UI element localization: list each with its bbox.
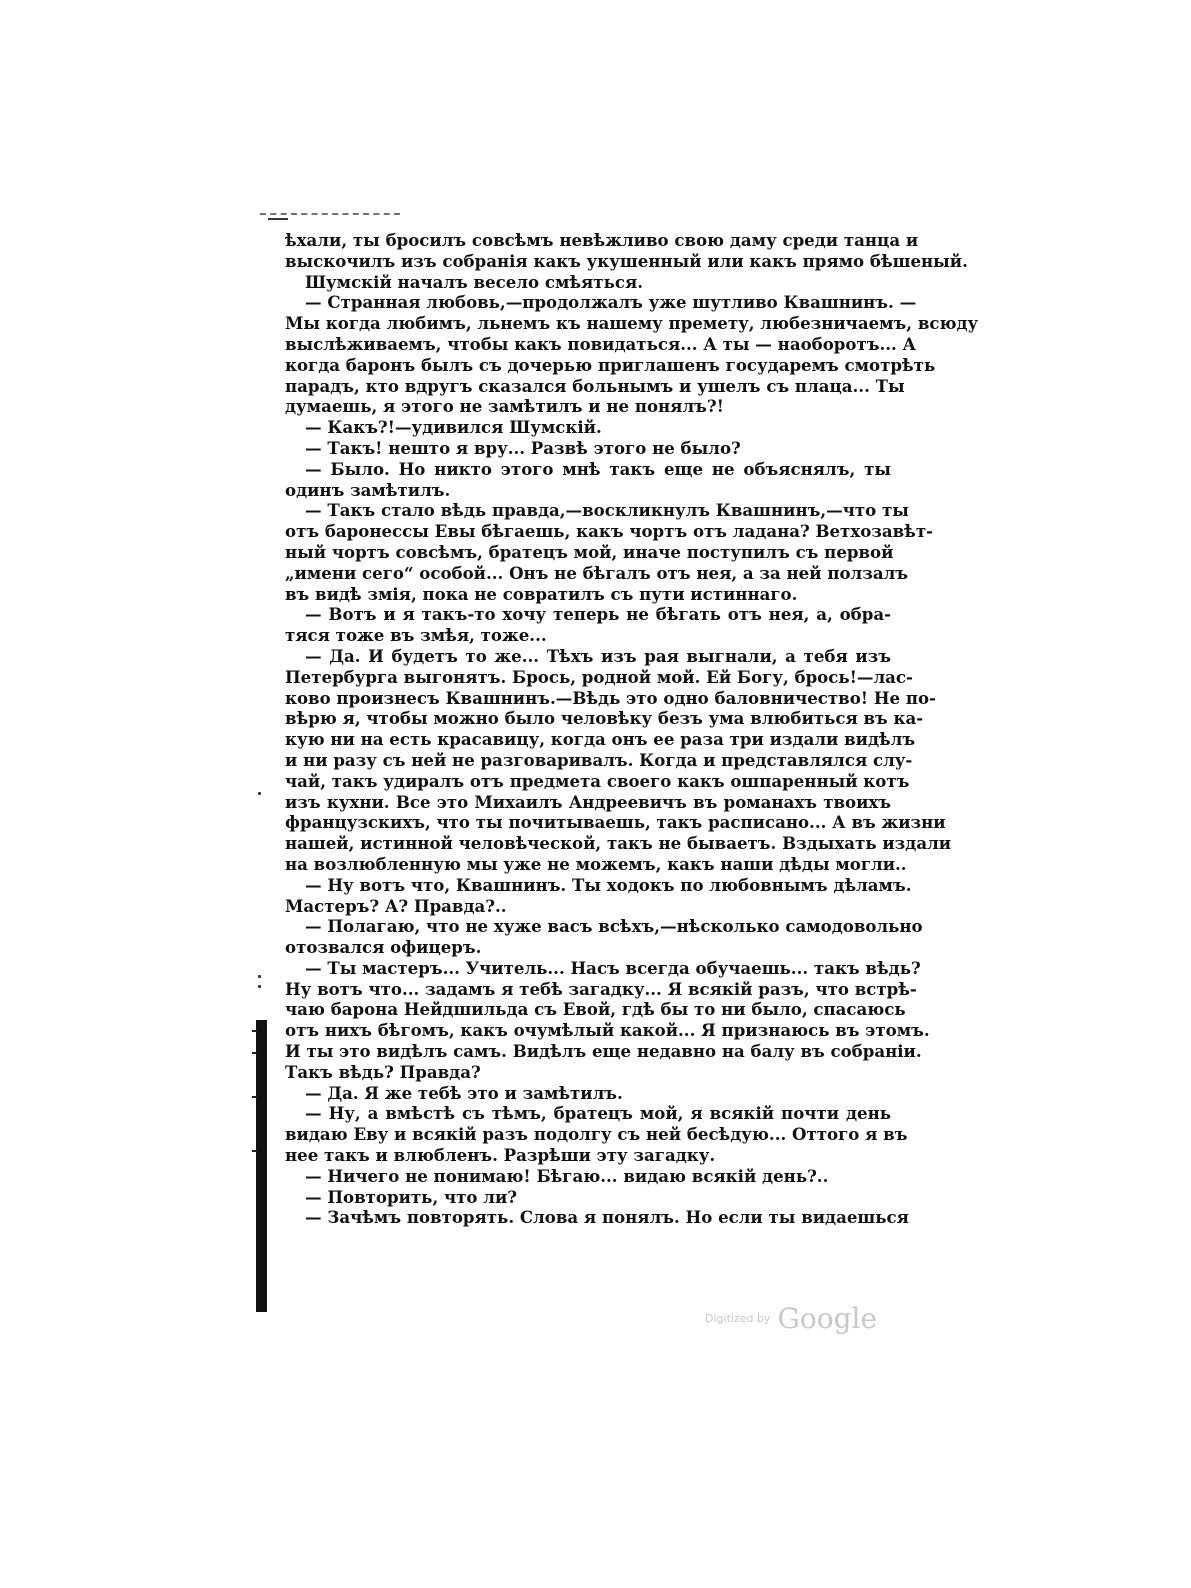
text-line: ково произнесъ Квашнинъ.—Вѣдь это одно баловничество! Не по- — [285, 687, 936, 708]
text-line: — Такъ стало вѣдь правда,—воскликнулъ Квашнинъ,—что ты — [305, 500, 909, 521]
text-line: выскочилъ изъ собранія какъ укушенный или какъ прямо бѣшеный. — [285, 250, 968, 271]
text-line: чаю барона Нейдшильда съ Евой, гдѣ бы то ни было, спасаюсь — [285, 999, 906, 1020]
text-line: — Странная любовь,—продолжалъ уже шутливо Квашнинъ. — — [305, 292, 917, 313]
header-rule — [260, 213, 400, 215]
text-line: Мы когда любимъ, льнемъ къ нашему премету, любезничаемъ, всюду — [285, 313, 979, 334]
text-line: Ну вотъ что... задамъ я тебѣ загадку... Я всякій разъ, что встрѣ- — [285, 978, 917, 999]
text-line: отъ нихъ бѣгомъ, какъ очумѣлый какой... Я признаюсь въ этомъ. — [285, 1020, 930, 1041]
body-text — [285, 230, 979, 1228]
text-line: Такъ вѣдь? Правда? — [285, 1061, 481, 1082]
text-line: — Да. Я же тебѣ это и замѣтилъ. — [305, 1082, 623, 1103]
text-line: — Ну вотъ что, Квашнинъ. Ты ходокъ по любовнымъ дѣламъ. — [305, 874, 912, 895]
text-line: „имени сего“ особой... Онъ не бѣгалъ отъ нея, а за ней ползалъ — [285, 562, 909, 583]
text-line: нашей, истинной человѣческой, такъ не бываетъ. Вздыхать издали — [285, 833, 952, 854]
text-line: на возлюбленную мы уже не можемъ, какъ наши дѣды могли.. — [285, 853, 907, 874]
text-line: и ни разу съ ней не разговаривалъ. Когда и представлялся слу- — [285, 749, 913, 770]
header-mark — [268, 218, 288, 220]
text-line: кую ни на есть красавицу, когда онъ ее раза три издали видѣлъ — [285, 729, 916, 750]
binding-notch — [252, 1030, 257, 1032]
text-line: французскихъ, что ты почитываешь, такъ расписано... А въ жизни — [285, 812, 946, 833]
margin-speck — [258, 792, 261, 795]
binding-edge — [256, 1020, 267, 1312]
text-line: отозвался офицеръ. — [285, 937, 482, 958]
text-line: въ видѣ змія, пока не совратилъ съ пути истиннаго. — [285, 583, 798, 604]
text-line: — Ничего не понимаю! Бѣгаю... видаю всякій день?.. — [305, 1165, 829, 1186]
text-line: парадъ, кто вдругъ сказался больнымъ и ушелъ съ плаца... Ты — [285, 375, 905, 396]
text-line: отъ баронессы Евы бѣгаешь, какъ чортъ отъ ладана? Ветхозавѣт- — [285, 521, 933, 542]
margin-speck — [258, 975, 261, 978]
text-line: выслѣживаемъ, чтобы какъ повидаться... А ты — наоборотъ... А — [285, 333, 917, 354]
watermark-prefix: Digitized by — [705, 1312, 771, 1325]
text-line: — Ты мастеръ... Учитель... Насъ всегда обучаешь... такъ вѣдь? — [305, 957, 921, 978]
text-line: — Ну, а вмѣстѣ съ тѣмъ, братецъ мой, я всякій почти день — [305, 1103, 891, 1124]
text-line: вѣрю я, чтобы можно было человѣку безъ ума влюбиться въ ка- — [285, 708, 924, 729]
text-line: Шумскій началъ весело смѣяться. — [305, 271, 643, 292]
text-line: когда баронъ былъ съ дочерью приглашенъ государемъ смотрѣть — [285, 354, 936, 375]
binding-notch — [252, 1096, 257, 1098]
text-line: И ты это видѣлъ самъ. Видѣлъ еще недавно на балу въ собраніи. — [285, 1041, 922, 1062]
text-line: тяся тоже въ змѣя, тоже... — [285, 625, 547, 646]
text-line: Петербурга выгонятъ. Брось, родной мой. Ей Богу, брось!—лас- — [285, 666, 913, 687]
margin-speck — [258, 985, 261, 988]
digitized-watermark — [705, 1302, 877, 1335]
text-line: — Повторить, что ли? — [305, 1186, 517, 1207]
text-line: — Да. И будетъ то же... Тѣхъ изъ рая выгнали, а тебя изъ — [305, 645, 891, 666]
text-line: — Вотъ и я такъ-то хочу теперь не бѣгать отъ нея, а, обра- — [305, 604, 891, 625]
text-line: нее такъ и влюбленъ. Разрѣши эту загадку. — [285, 1145, 716, 1166]
binding-notch — [252, 1052, 257, 1054]
text-line: думаешь, я этого не замѣтилъ и не понялъ?! — [285, 396, 724, 417]
text-line: изъ кухни. Все это Михаилъ Андреевичъ въ романахъ твоихъ — [285, 791, 891, 812]
text-line: — Какъ?!—удивился Шумскій. — [305, 417, 602, 438]
text-line: — Было. Но никто этого мнѣ такъ еще не объяснялъ, ты — [305, 458, 891, 479]
text-line: одинъ замѣтилъ. — [285, 479, 451, 500]
text-line: — Зачѣмъ повторять. Слова я понялъ. Но если ты видаешься — [305, 1207, 909, 1228]
text-line: — Такъ! нешто я вру... Развѣ этого не было? — [305, 437, 741, 458]
text-line: ный чортъ совсѣмъ, братецъ мой, иначе поступилъ съ первой — [285, 541, 894, 562]
binding-notch — [252, 1150, 257, 1152]
watermark-brand: Google — [777, 1302, 878, 1335]
text-line: Мастеръ? А? Правда?.. — [285, 895, 507, 916]
text-line: — Полагаю, что не хуже васъ всѣхъ,—нѣсколько самодовольно — [305, 916, 923, 937]
text-line: ѣхали, ты бросилъ совсѣмъ невѣжливо свою даму среди танца и — [285, 230, 919, 250]
text-line: чай, такъ удиралъ отъ предмета своего какъ ошпаренный котъ — [285, 770, 910, 791]
text-line: видаю Еву и всякій разъ подолгу съ ней бесѣдую... Оттого я въ — [285, 1124, 908, 1145]
